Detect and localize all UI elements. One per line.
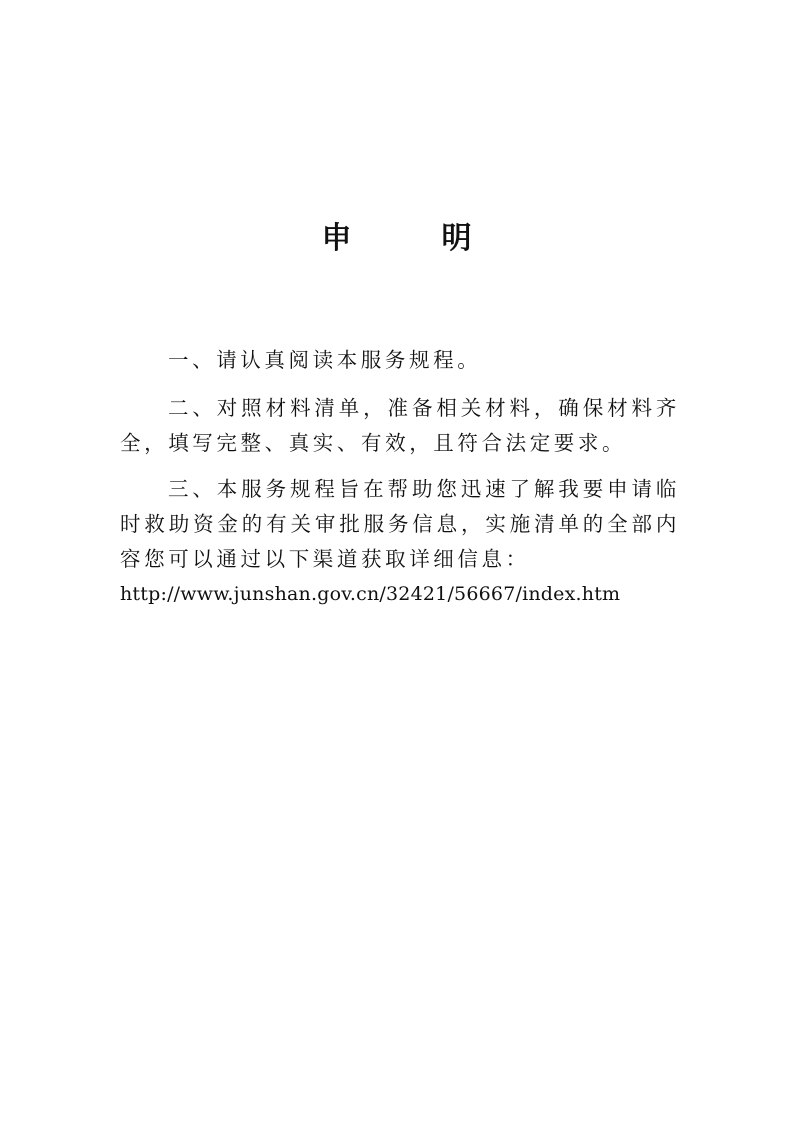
paragraph-3: 三、本服务规程旨在帮助您迅速了解我要申请临时救助资金的有关审批服务信息，实施清单的全部内容您可以通过以下渠道获取详细信息： [120, 477, 680, 571]
info-url-link[interactable]: http://www.junshan.gov.cn/32421/56667/index.htm [120, 583, 621, 605]
document-body [120, 343, 680, 612]
document-title: 申 明 [321, 221, 502, 256]
paragraph-2: 二、对照材料清单，准备相关材料，确保材料齐全，填写完整、真实、有效，且符合法定要求。 [120, 396, 680, 455]
paragraph-1: 一、请认真阅读本服务规程。 [168, 348, 482, 372]
